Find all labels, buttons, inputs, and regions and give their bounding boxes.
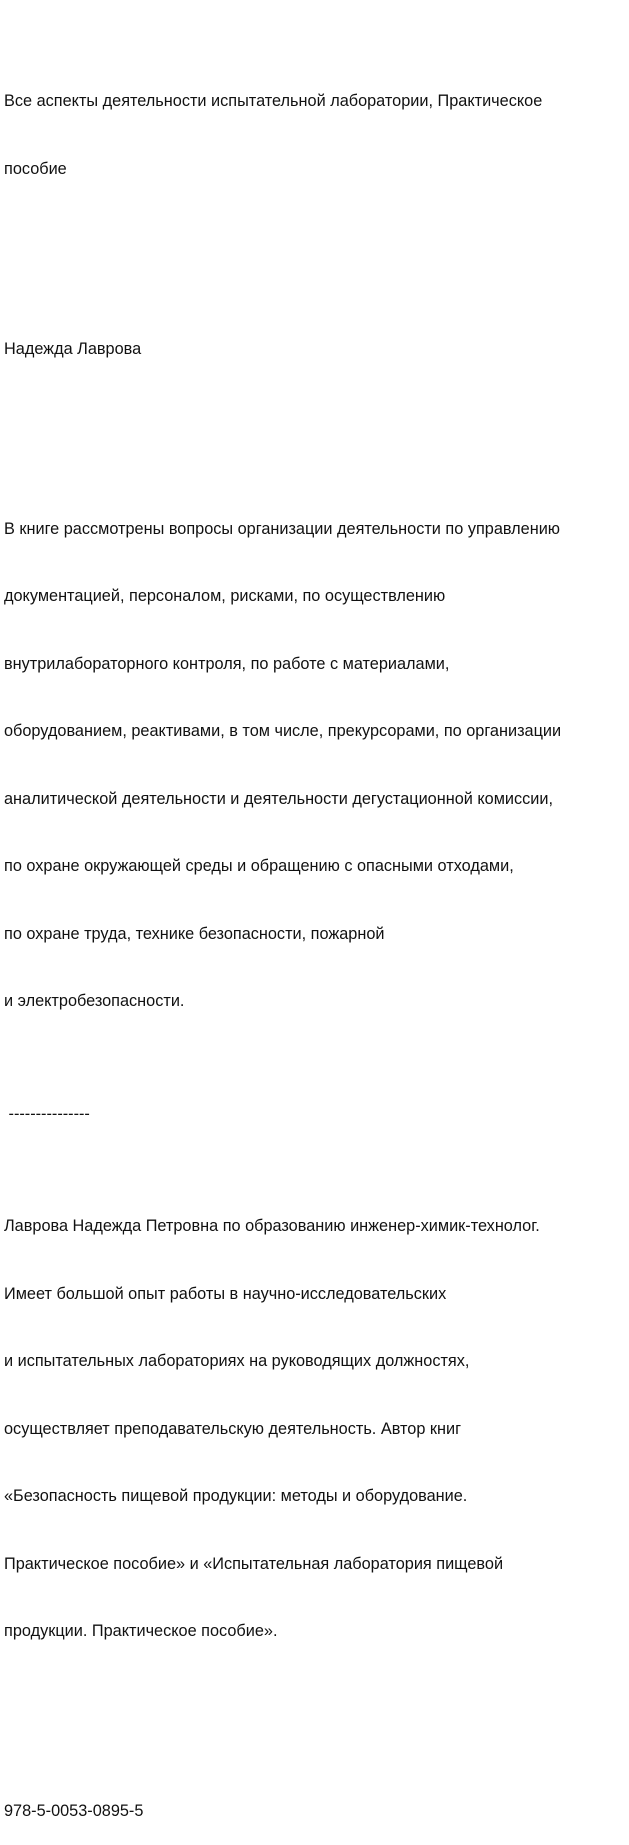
book-title-line: пособие bbox=[4, 159, 67, 178]
author-bio bbox=[4, 1170, 626, 1688]
spacer bbox=[4, 1733, 626, 1756]
spacer bbox=[4, 405, 626, 428]
book-author: Надежда Лаврова bbox=[4, 339, 142, 358]
book-title-line: Все аспекты деятельности испытательной лаборатории, Практическое bbox=[4, 92, 543, 110]
annotation-line: и электробезопасности. bbox=[4, 992, 185, 1010]
book-title bbox=[4, 45, 626, 225]
section-separator: --------------- bbox=[4, 1104, 90, 1123]
bio-line: продукции. Практическое пособие». bbox=[4, 1622, 278, 1640]
annotation-line: по охране труда, технике безопасности, пожарной bbox=[4, 924, 385, 943]
annotation-line: внутрилабораторного контроля, по работе с материалами, bbox=[4, 654, 450, 673]
annotation-line: оборудованием, реактивами, в том числе, прекурсорами, по организации bbox=[4, 722, 562, 740]
bio-line: «Безопасность пищевой продукции: методы и оборудование. bbox=[4, 1487, 468, 1505]
book-isbn: 978-5-0053-0895-5 bbox=[4, 1802, 144, 1820]
bio-line: осуществляет преподавательскую деятельность. Автор книг bbox=[4, 1419, 462, 1438]
book-description-document bbox=[4, 0, 626, 1845]
bio-line: Лаврова Надежда Петровна по образованию инженер-химик-технолог. bbox=[4, 1217, 540, 1235]
bio-line: Практическое пособие» и «Испытательная лаборатория пищевой bbox=[4, 1554, 504, 1573]
annotation-line: В книге рассмотрены вопросы организации деятельности по управлению bbox=[4, 519, 561, 538]
bio-line: и испытательных лабораториях на руководящих должностях, bbox=[4, 1352, 470, 1370]
bio-line: Имеет большой опыт работы в научно-исследовательских bbox=[4, 1284, 447, 1303]
book-annotation bbox=[4, 473, 626, 1058]
spacer bbox=[4, 270, 626, 293]
annotation-line: аналитической деятельности и деятельности дегустационной комиссии, bbox=[4, 789, 554, 808]
annotation-line: по охране окружающей среды и обращению с опасными отходами, bbox=[4, 857, 514, 875]
annotation-line: документацией, персоналом, рисками, по осуществлению bbox=[4, 587, 446, 605]
